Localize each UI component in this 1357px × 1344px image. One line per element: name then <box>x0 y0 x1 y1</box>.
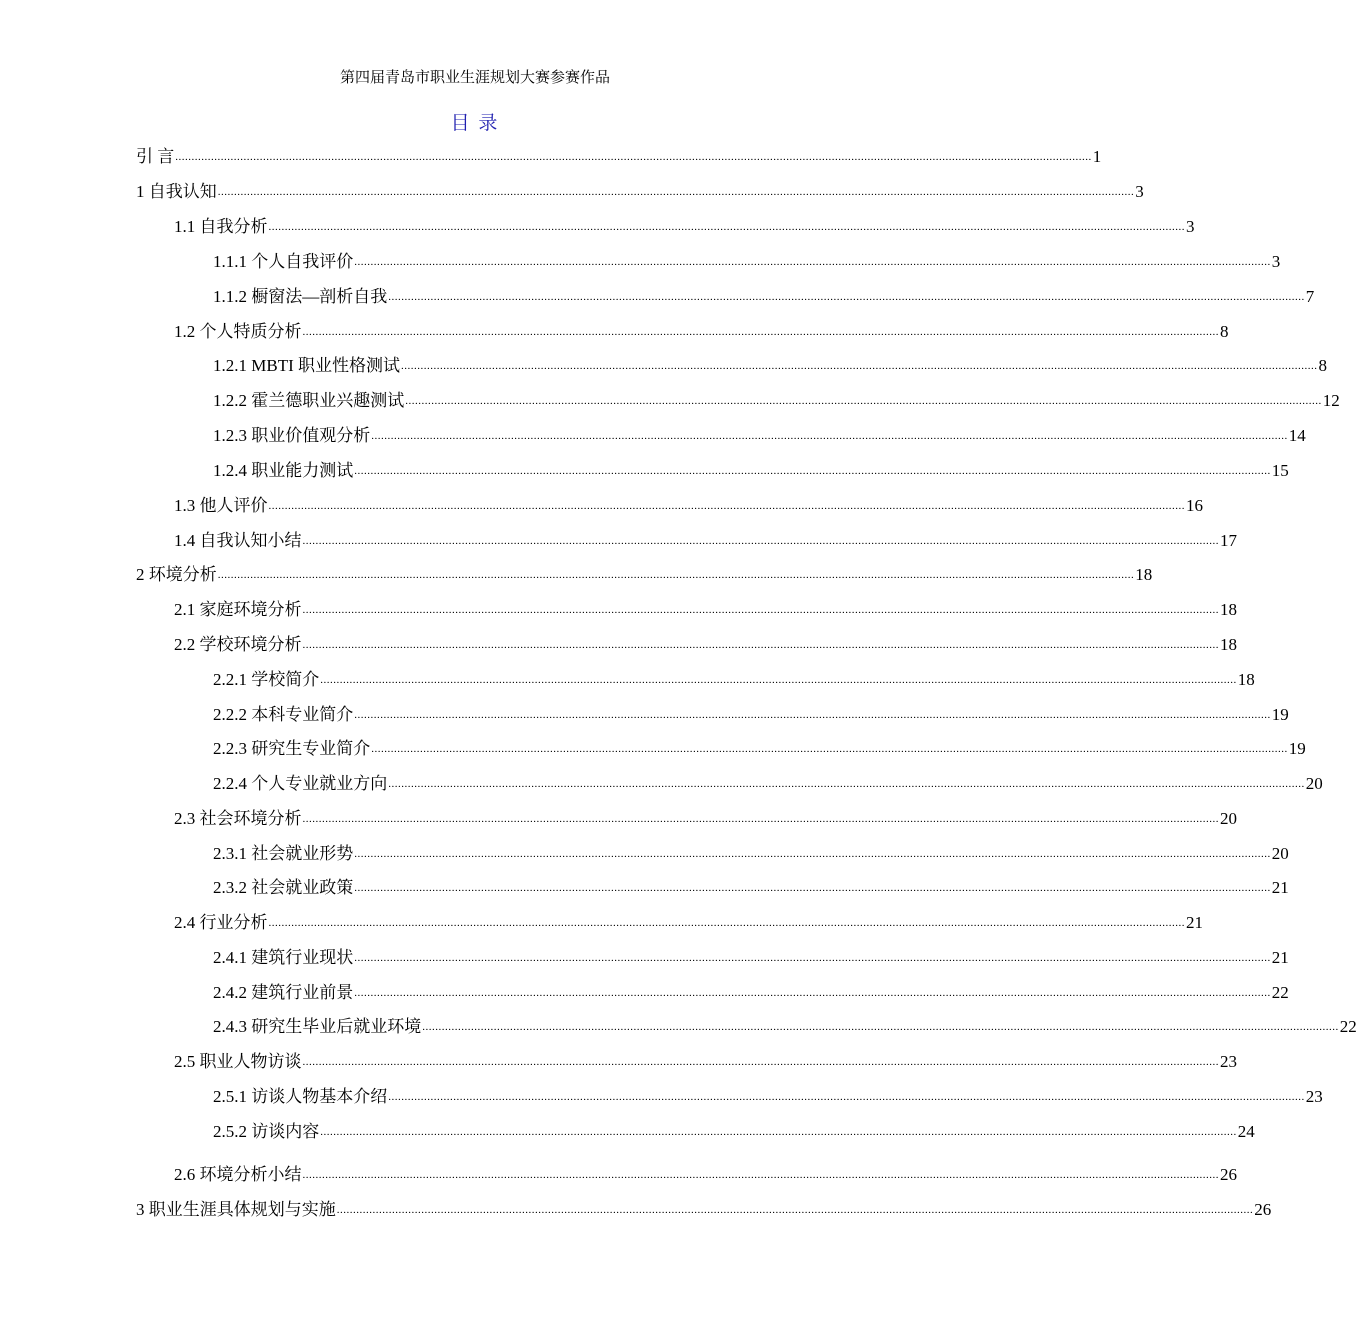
toc-entry-1[interactable] <box>136 179 1144 203</box>
toc-entry-2-3-2[interactable] <box>213 875 1289 899</box>
toc-leader-dots: .......................................................................................................................................................................................................................................................................................... <box>371 743 1288 755</box>
toc-entry-label: 2.5 职业人物访谈 <box>174 1052 302 1071</box>
toc-entry-1-2-4[interactable] <box>213 458 1289 482</box>
toc-entry-2-4[interactable] <box>174 910 1203 934</box>
toc-entry-2-4-1[interactable] <box>213 945 1289 969</box>
toc-entry-1-2-2[interactable] <box>213 388 1340 412</box>
toc-entry-page: 15 <box>1271 461 1289 480</box>
toc-entry-2-4-2[interactable] <box>213 980 1289 1004</box>
toc-entry-label: 2.3 社会环境分析 <box>174 809 302 828</box>
toc-leader-dots: .......................................................................................................................................................................................................................................................................................... <box>354 709 1271 721</box>
toc-entry-label: 2.5.1 访谈人物基本介绍 <box>213 1087 388 1106</box>
toc-leader-dots: .......................................................................................................................................................................................................................................................................................... <box>302 326 1219 338</box>
toc-entry-page: 23 <box>1220 1052 1237 1071</box>
toc-leader-dots: .......................................................................................................................................................................................................................................................................................... <box>401 360 1318 372</box>
toc-leader-dots: .......................................................................................................................................................................................................................................................................................... <box>388 1091 1305 1103</box>
toc-leader-dots: .......................................................................................................................................................................................................................................................................................... <box>320 674 1237 686</box>
toc-entry-page: 18 <box>1220 635 1237 654</box>
toc-entry-2-6[interactable] <box>174 1162 1237 1186</box>
toc-entry-page: 23 <box>1305 1087 1323 1106</box>
toc-entry-page: 3 <box>1271 252 1281 271</box>
toc-entry-1-2[interactable] <box>174 319 1229 343</box>
toc-entry-label: 2.2 学校环境分析 <box>174 635 302 654</box>
toc-entry-label: 2.4.2 建筑行业前景 <box>213 983 354 1002</box>
toc-entry-page: 20 <box>1305 774 1323 793</box>
toc-entry-1-2-3[interactable] <box>213 423 1306 447</box>
toc-entry-2-5[interactable] <box>174 1049 1237 1073</box>
toc-entry-label: 2 环境分析 <box>136 565 217 584</box>
toc-leader-dots: .......................................................................................................................................................................................................................................................................................... <box>302 639 1219 651</box>
toc-leader-dots: .......................................................................................................................................................................................................................................................................................... <box>371 430 1288 442</box>
toc-entry-label: 2.2.3 研究生专业简介 <box>213 739 371 758</box>
toc-entry-page: 18 <box>1237 670 1255 689</box>
toc-leader-dots: .......................................................................................................................................................................................................................................................................................... <box>302 604 1219 616</box>
toc-entry-label: 2.3.2 社会就业政策 <box>213 878 354 897</box>
toc-entry-page: 17 <box>1220 531 1237 550</box>
toc-entry-intro[interactable] <box>136 144 1102 168</box>
toc-leader-dots: .......................................................................................................................................................................................................................................................................................... <box>268 500 1185 512</box>
toc-entry-2-5-1[interactable] <box>213 1084 1323 1108</box>
toc-entry-page: 3 <box>1135 182 1144 201</box>
toc-entry-page: 22 <box>1339 1017 1357 1036</box>
toc-entry-label: 2.2.2 本科专业简介 <box>213 705 354 724</box>
toc-entry-2-2-2[interactable] <box>213 702 1289 726</box>
toc-entry-2-3[interactable] <box>174 806 1237 830</box>
toc-leader-dots: .......................................................................................................................................................................................................................................................................................... <box>320 1126 1237 1138</box>
toc-entry-page: 12 <box>1322 391 1340 410</box>
toc-leader-dots: .......................................................................................................................................................................................................................................................................................... <box>217 569 1135 581</box>
toc-entry-page: 14 <box>1288 426 1306 445</box>
toc-entry-page: 21 <box>1271 948 1289 967</box>
toc-leader-dots: .......................................................................................................................................................................................................................................................................................... <box>422 1021 1339 1033</box>
toc-entry-label: 引 言 <box>136 147 175 166</box>
toc-entry-1-2-1[interactable] <box>213 353 1327 377</box>
toc-leader-dots: .......................................................................................................................................................................................................................................................................................... <box>354 882 1271 894</box>
toc-entry-1-4[interactable] <box>174 528 1237 552</box>
toc-entry-page: 18 <box>1220 600 1237 619</box>
toc-entry-label: 1.1.1 个人自我评价 <box>213 252 354 271</box>
toc-entry-label: 2.4 行业分析 <box>174 913 268 932</box>
toc-entry-1-1-2[interactable] <box>213 284 1315 308</box>
toc-entry-label: 1.2.1 MBTI 职业性格测试 <box>213 356 400 375</box>
toc-entry-page: 19 <box>1288 739 1306 758</box>
toc-entry-label: 2.1 家庭环境分析 <box>174 600 302 619</box>
toc-entry-label: 2.6 环境分析小结 <box>174 1165 302 1184</box>
toc-leader-dots: .......................................................................................................................................................................................................................................................................................... <box>354 256 1271 268</box>
toc-leader-dots: .......................................................................................................................................................................................................................................................................................... <box>354 465 1271 477</box>
toc-entry-label: 2.4.1 建筑行业现状 <box>213 948 354 967</box>
toc-leader-dots: .......................................................................................................................................................................................................................................................................................... <box>354 848 1271 860</box>
toc-entry-2-2-1[interactable] <box>213 667 1255 691</box>
toc-leader-dots: .......................................................................................................................................................................................................................................................................................... <box>405 395 1322 407</box>
toc-entry-2-4-3[interactable] <box>213 1014 1357 1038</box>
toc-entry-label: 1.2.3 职业价值观分析 <box>213 426 371 445</box>
toc-entry-label: 1.1.2 橱窗法—剖析自我 <box>213 287 388 306</box>
toc-entry-page: 21 <box>1271 878 1289 897</box>
toc-leader-dots: .......................................................................................................................................................................................................................................................................................... <box>302 813 1219 825</box>
toc-entry-page: 24 <box>1237 1122 1255 1141</box>
toc-entry-label: 2.3.1 社会就业形势 <box>213 844 354 863</box>
toc-entry-1-1-1[interactable] <box>213 249 1281 273</box>
toc-leader-dots: .......................................................................................................................................................................................................................................................................................... <box>175 151 1092 163</box>
toc-entry-1-3[interactable] <box>174 493 1203 517</box>
toc-leader-dots: .......................................................................................................................................................................................................................................................................................... <box>302 1169 1219 1181</box>
toc-title: 目 录 <box>450 113 500 134</box>
toc-entry-page: 19 <box>1271 705 1289 724</box>
toc-entry-2-5-2[interactable] <box>213 1119 1255 1143</box>
toc-entry-label: 2.5.2 访谈内容 <box>213 1122 320 1141</box>
toc-entry-page: 26 <box>1254 1200 1272 1219</box>
toc-leader-dots: .......................................................................................................................................................................................................................................................................................... <box>302 1056 1219 1068</box>
toc-entry-2-2-3[interactable] <box>213 736 1306 760</box>
toc-entry-label: 1.2 个人特质分析 <box>174 322 302 341</box>
toc-leader-dots: .......................................................................................................................................................................................................................................................................................... <box>268 221 1185 233</box>
toc-entry-label: 1.4 自我认知小结 <box>174 531 302 550</box>
toc-entry-2-3-1[interactable] <box>213 841 1289 865</box>
toc-leader-dots: .......................................................................................................................................................................................................................................................................................... <box>336 1204 1254 1216</box>
toc-entry-label: 1.2.2 霍兰德职业兴趣测试 <box>213 391 405 410</box>
toc-entry-label: 1.2.4 职业能力测试 <box>213 461 354 480</box>
toc-entry-1-1[interactable] <box>174 214 1195 238</box>
toc-entry-page: 16 <box>1186 496 1203 515</box>
toc-leader-dots: .......................................................................................................................................................................................................................................................................................... <box>217 186 1135 198</box>
toc-entry-page: 26 <box>1220 1165 1237 1184</box>
toc-entry-label: 3 职业生涯具体规划与实施 <box>136 1200 336 1219</box>
toc-entry-label: 2.4.3 研究生毕业后就业环境 <box>213 1017 422 1036</box>
toc-entry-page: 1 <box>1092 147 1102 166</box>
toc-entry-2[interactable] <box>136 562 1153 586</box>
toc-leader-dots: .......................................................................................................................................................................................................................................................................................... <box>388 291 1305 303</box>
toc-entry-page: 8 <box>1318 356 1327 375</box>
toc-leader-dots: .......................................................................................................................................................................................................................................................................................... <box>388 778 1305 790</box>
toc-entry-page: 7 <box>1305 287 1315 306</box>
toc-entry-3[interactable] <box>136 1197 1272 1221</box>
toc-entry-2-2-4[interactable] <box>213 771 1323 795</box>
toc-entry-label: 1.3 他人评价 <box>174 496 268 515</box>
toc-entry-2-1[interactable] <box>174 597 1237 621</box>
toc-entry-2-2[interactable] <box>174 632 1237 656</box>
toc-entry-page: 20 <box>1271 844 1289 863</box>
toc-leader-dots: .......................................................................................................................................................................................................................................................................................... <box>302 535 1219 547</box>
toc-entry-label: 2.2.1 学校简介 <box>213 670 320 689</box>
toc-entry-page: 18 <box>1135 565 1153 584</box>
toc-entry-page: 8 <box>1220 322 1229 341</box>
toc-entry-label: 1.1 自我分析 <box>174 217 268 236</box>
toc-entry-label: 1 自我认知 <box>136 182 217 201</box>
toc-entry-label: 2.2.4 个人专业就业方向 <box>213 774 388 793</box>
toc-leader-dots: .......................................................................................................................................................................................................................................................................................... <box>354 987 1271 999</box>
toc-entry-page: 20 <box>1220 809 1237 828</box>
toc-entry-page: 21 <box>1186 913 1203 932</box>
toc-entry-page: 22 <box>1271 983 1289 1002</box>
toc-leader-dots: .......................................................................................................................................................................................................................................................................................... <box>268 917 1185 929</box>
toc-entry-page: 3 <box>1186 217 1195 236</box>
page-header: 第四届青岛市职业生涯规划大赛参赛作品 <box>339 70 610 86</box>
toc-leader-dots: .......................................................................................................................................................................................................................................................................................... <box>354 952 1271 964</box>
